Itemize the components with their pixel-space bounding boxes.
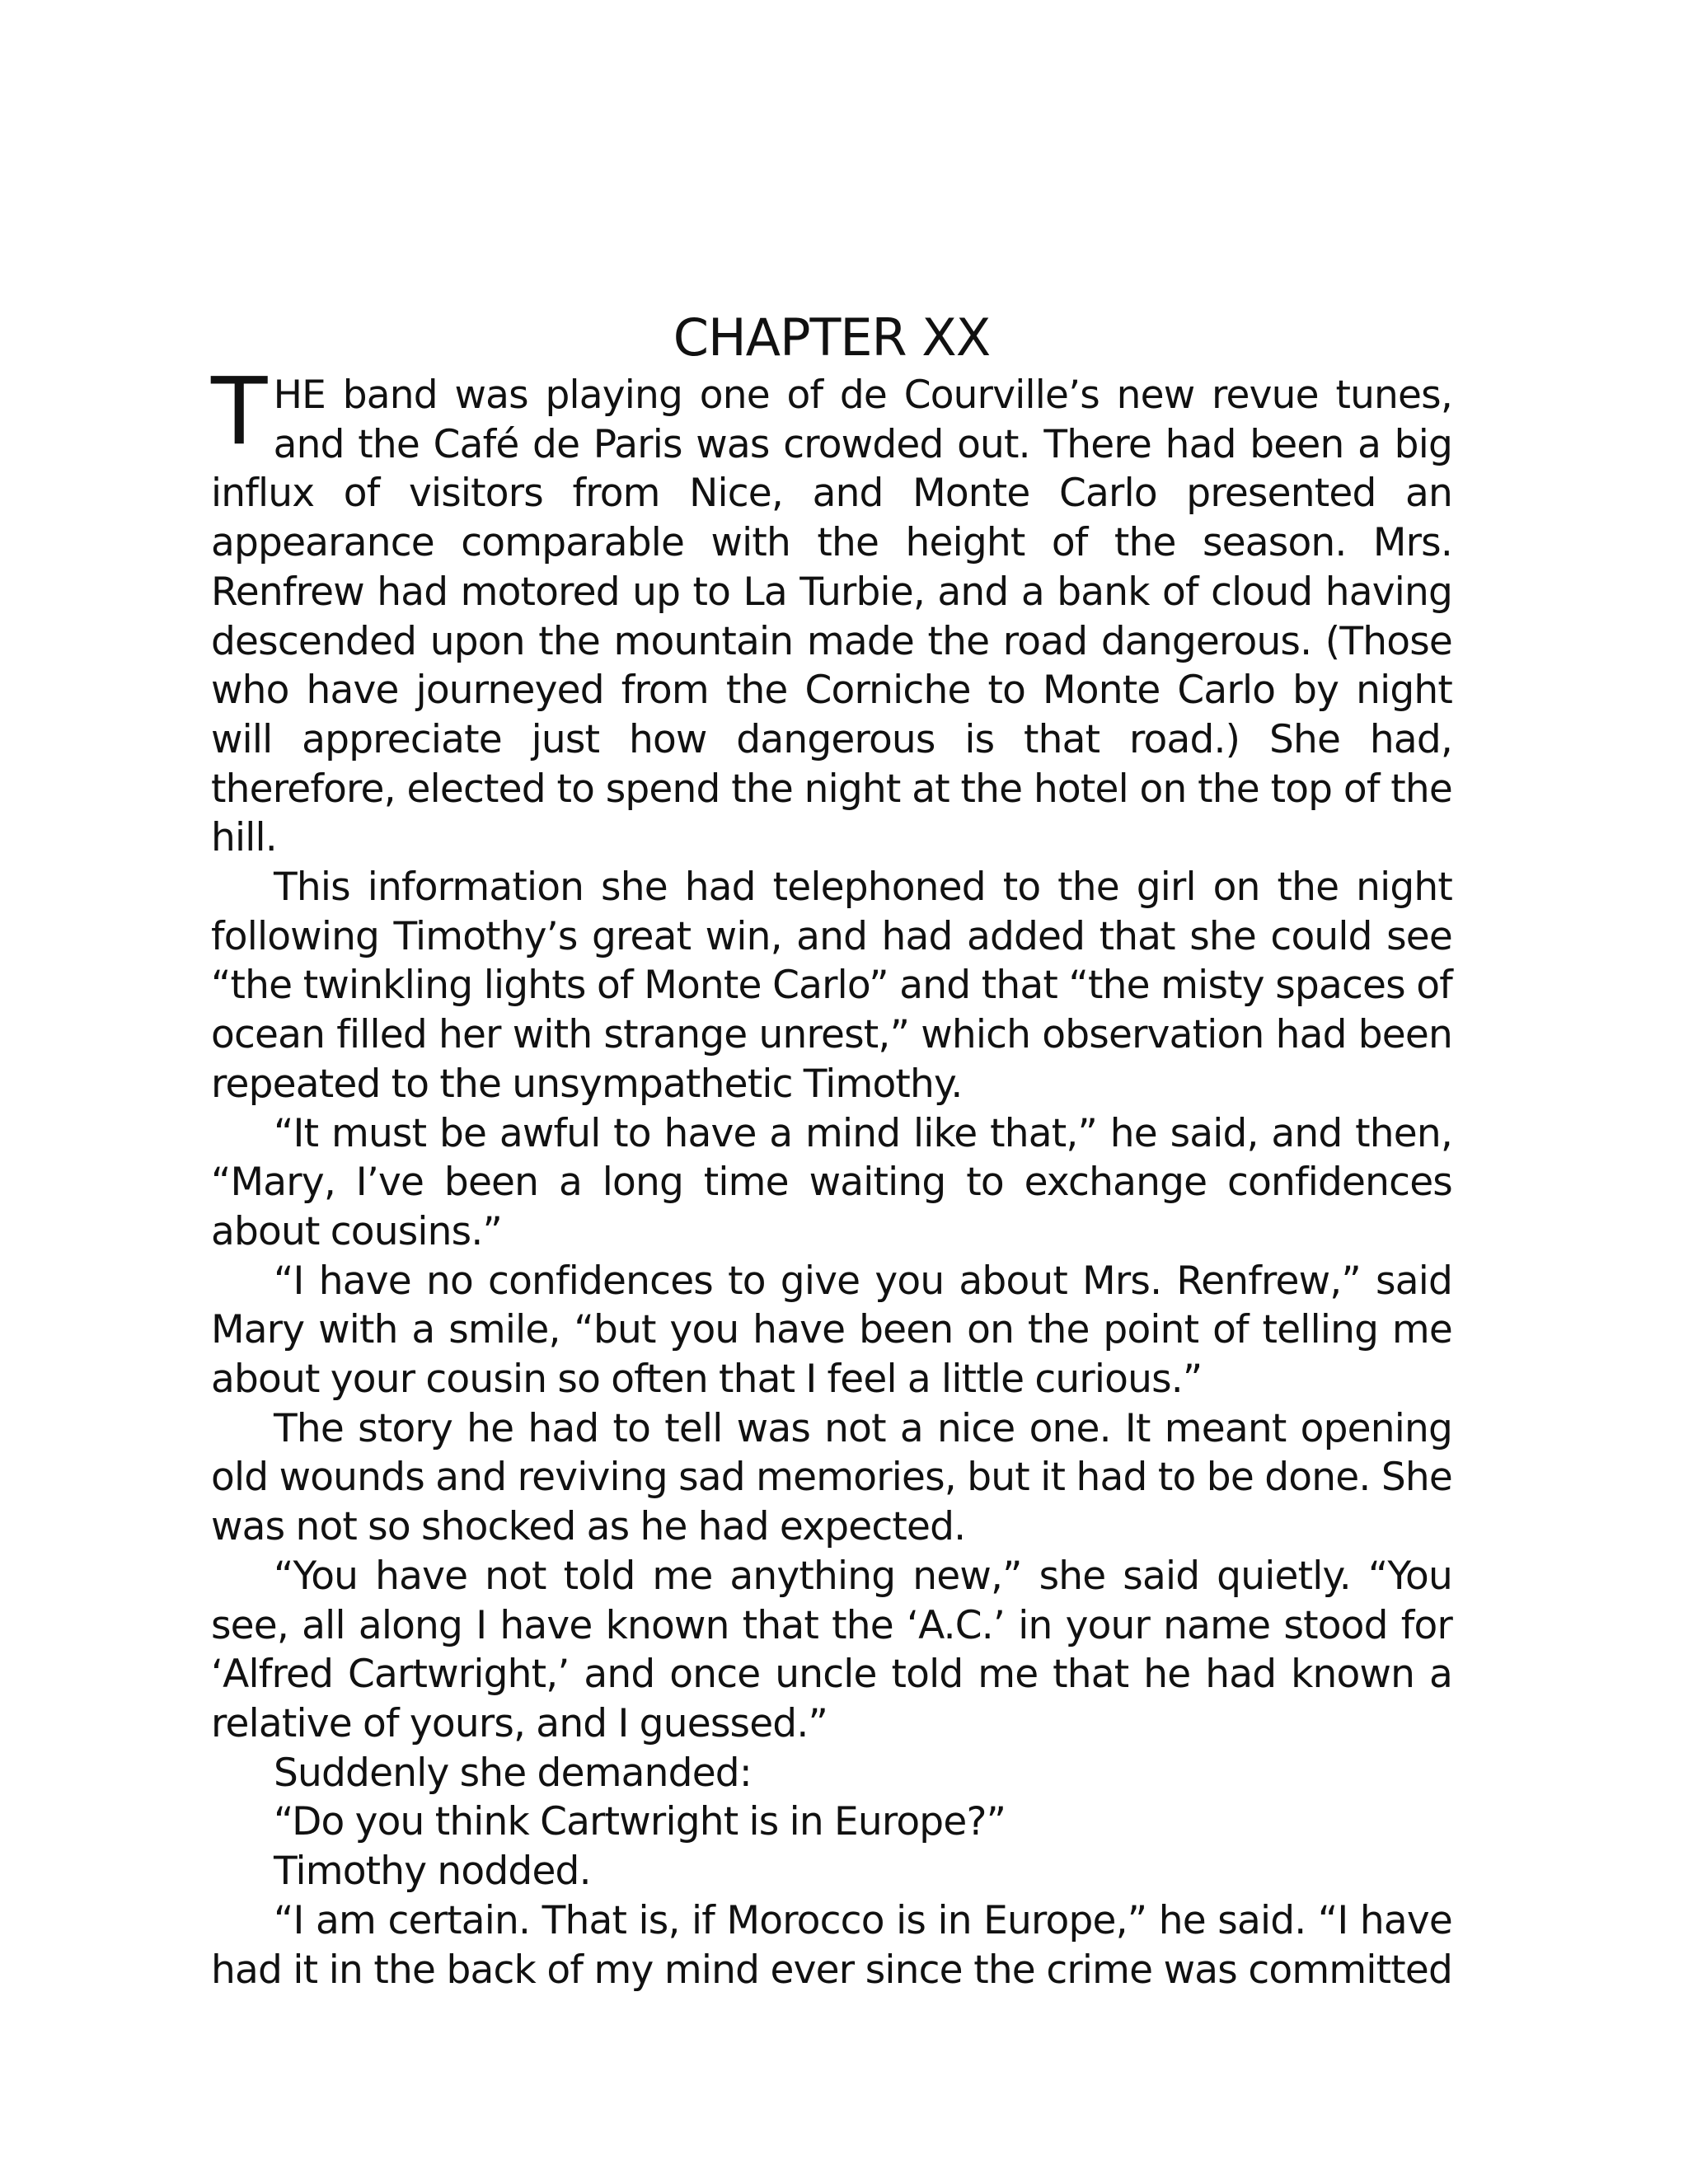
book-page — [211, 305, 1452, 1994]
paragraph-3: “It must be awful to have a mind like that,” he said, and then, “Mary, I’ve been a long time waiting to exchange confidences about cousins.” — [211, 1110, 1452, 1254]
paragraph-6: “You have not told me anything new,” she said quietly. “You see, all along I have known that the ‘A.C.’ in your name stood for ‘Alfred Cartwright,’ and once uncle told me that he had known a relative of yours, and I guessed.” — [211, 1553, 1452, 1746]
chapter-title: CHAPTER XX — [673, 307, 991, 368]
paragraph-4: “I have no confidences to give you about Mrs. Renfrew,” said Mary with a smile, “but you have been on the point of telling me about your cousin so often that I feel a little curious.” — [211, 1258, 1452, 1403]
paragraph-5: The story he had to tell was not a nice one. It meant opening old wounds and reviving sad memories, but it had to be done. She was not so shocked as he had expected. — [211, 1405, 1452, 1550]
drop-cap: T — [211, 359, 267, 466]
paragraph-8: “Do you think Cartwright is in Europe?” — [274, 1799, 1006, 1845]
chapter-body — [211, 359, 1452, 1994]
paragraph-1 — [211, 359, 1452, 863]
paragraph-2: This information she had telephoned to the girl on the night following Timothy’s great win, and had added that she could see “the twinkling lights of Monte Carlo” and that “the misty spaces of ocean filled her with strange unrest,” which observation had been repeated to the unsympathetic Timothy. — [211, 865, 1452, 1107]
paragraph-7: Suddenly she demanded: — [274, 1750, 752, 1796]
paragraph-10: “I am certain. That is, if Morocco is in Europe,” he said. “I have had it in the back of my mind ever since the crime was committed — [211, 1897, 1452, 1993]
paragraph-9: Timothy nodded. — [274, 1849, 591, 1895]
paragraph-1-text: HE band was playing one of de Courville’s new revue tunes, and the Café de Paris was crowded out. There had been a big influx of visitors from Nice, and Monte Carlo presented an appearance comparable with the height of the season. Mrs. Renfrew had motored up to La Turbie, and a bank of cloud having descended upon the mountain made the road dangerous. (Those who have journeyed from the Corniche to Monte Carlo by night will appreciate just how dangerous is that road.) She had, therefore, elected to spend the night at the hotel on the top of the hill. — [211, 373, 1452, 861]
